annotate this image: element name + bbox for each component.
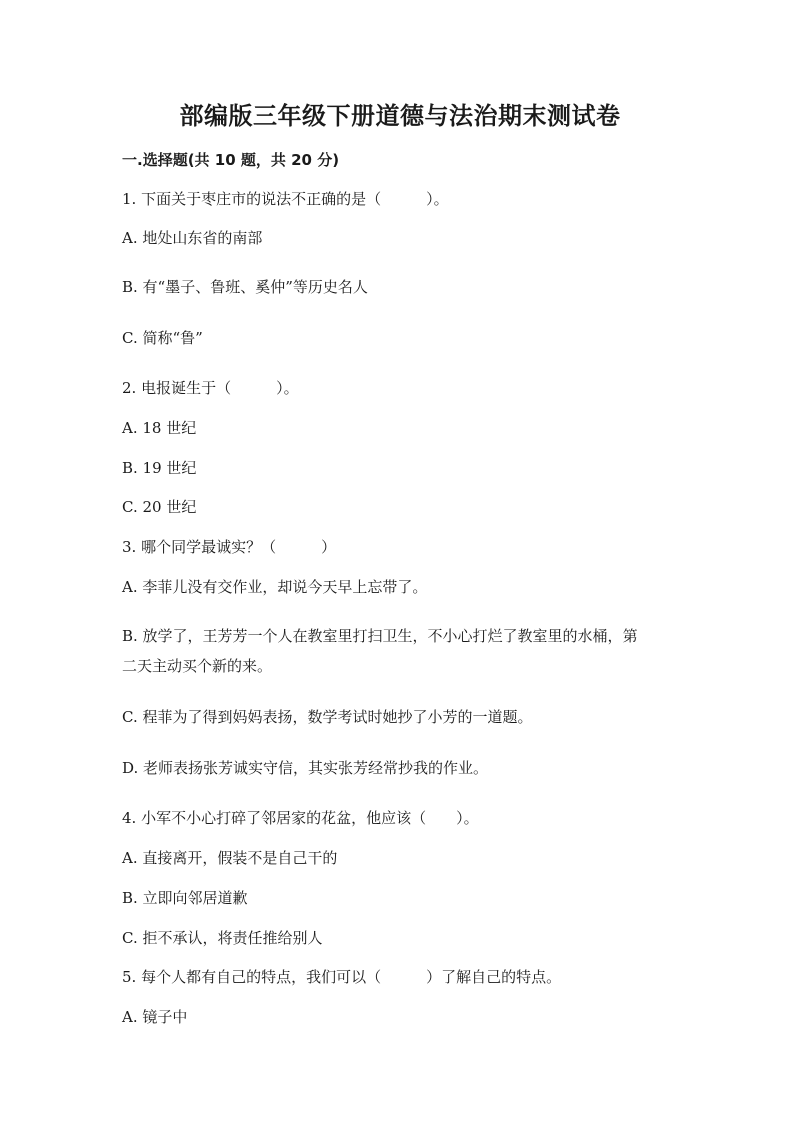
- question-3-option-b: B. 放学了，王芳芳一个人在教室里打扫卫生，不小心打烂了教室里的水桶，第: [122, 627, 638, 645]
- section-heading: 一.选择题(共 10 题，共 20 分): [122, 151, 340, 169]
- question-3-option-d: D. 老师表扬张芳诚实守信，其实张芳经常抄我的作业。: [122, 759, 489, 777]
- question-3-option-c: C. 程菲为了得到妈妈表扬，数学考试时她抄了小芳的一道题。: [122, 708, 533, 726]
- question-3-option-a: A. 李菲儿没有交作业，却说今天早上忘带了。: [122, 578, 428, 596]
- question-4-stem: 4. 小军不小心打碎了邻居家的花盆，他应该（ ）。: [122, 809, 479, 827]
- question-5-option-a: A. 镜子中: [122, 1008, 188, 1026]
- question-4-option-b: B. 立即向邻居道歉: [122, 889, 248, 907]
- question-4-option-a: A. 直接离开，假装不是自己干的: [122, 849, 338, 867]
- question-2-option-a: A. 18 世纪: [122, 419, 197, 437]
- question-1-option-c: C. 简称“鲁”: [122, 329, 203, 347]
- question-5-stem: 5. 每个人都有自己的特点，我们可以（ ）了解自己的特点。: [122, 968, 562, 986]
- question-2-stem: 2. 电报诞生于（ ）。: [122, 379, 299, 397]
- question-3-stem: 3. 哪个同学最诚实？（ ）: [122, 538, 337, 556]
- question-3-option-b-continued: 二天主动买个新的来。: [122, 657, 273, 675]
- question-2-option-b: B. 19 世纪: [122, 459, 197, 477]
- question-4-option-c: C. 拒不承认，将责任推给别人: [122, 929, 323, 947]
- question-2-option-c: C. 20 世纪: [122, 498, 197, 516]
- question-1-option-b: B. 有“墨子、鲁班、奚仲”等历史名人: [122, 278, 368, 296]
- question-1-option-a: A. 地处山东省的南部: [122, 229, 263, 247]
- question-1-stem: 1. 下面关于枣庄市的说法不正确的是（ ）。: [122, 190, 449, 208]
- page-title: 部编版三年级下册道德与法治期末测试卷: [179, 101, 621, 130]
